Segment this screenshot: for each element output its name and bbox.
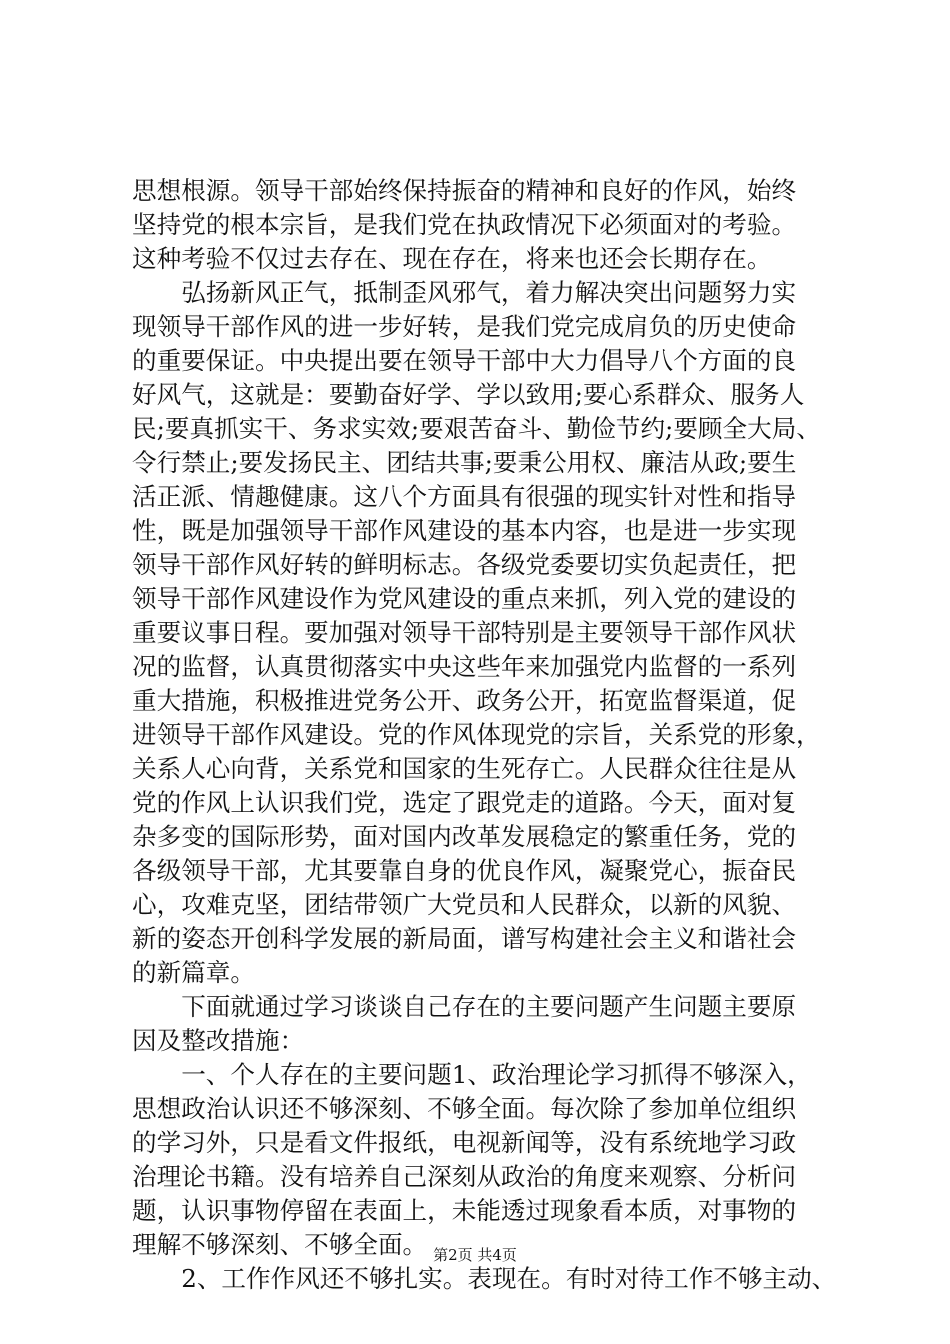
text-line: 好风气，这就是：要勤奋好学、学以致用;要心系群众、服务人 xyxy=(132,380,805,409)
text-line: 题，认识事物停留在表面上，未能透过现象看本质，对事物的 xyxy=(132,1196,797,1225)
text-line: 现领导干部作风的进一步好转，是我们党完成肩负的历史使命 xyxy=(132,312,797,341)
text-line: 心，攻难克坚，团结带领广大党员和人民群众，以新的风貌、 xyxy=(132,890,797,919)
text-line: 治理论书籍。没有培养自己深刻从政治的角度来观察、分析问 xyxy=(132,1162,797,1191)
text-line: 重要议事日程。要加强对领导干部特别是主要领导干部作风状 xyxy=(132,618,797,647)
text-line: 思想根源。领导干部始终保持振奋的精神和良好的作风，始终 xyxy=(132,176,797,205)
text-line: 因及整改措施： xyxy=(132,1026,305,1055)
text-line: 活正派、情趣健康。这八个方面具有很强的现实针对性和指导 xyxy=(132,482,797,511)
text-line: 下面就通过学习谈谈自己存在的主要问题产生问题主要原 xyxy=(132,992,797,1021)
text-line: 的重要保证。中央提出要在领导干部中大力倡导八个方面的良 xyxy=(132,346,797,375)
text-line: 坚持党的根本宗旨，是我们党在执政情况下必须面对的考验。 xyxy=(132,210,797,239)
text-line: 各级领导干部，尤其要靠自身的优良作风，凝聚党心，振奋民 xyxy=(132,856,797,885)
page-footer xyxy=(0,1245,950,1265)
text-line: 理解不够深刻、不够全面。 xyxy=(132,1230,428,1259)
text-line: 2、工作作风还不够扎实。表现在。有时对待工作不够主动、 xyxy=(132,1264,837,1293)
text-line: 的新篇章。 xyxy=(132,958,255,987)
text-line: 新的姿态开创科学发展的新局面，谱写构建社会主义和谐社会 xyxy=(132,924,797,953)
text-line: 令行禁止;要发扬民主、团结共事;要秉公用权、廉洁从政;要生 xyxy=(132,448,797,477)
text-line: 重大措施，积极推进党务公开、政务公开，拓宽监督渠道，促 xyxy=(132,686,797,715)
text-line: 民;要真抓实干、务求实效;要艰苦奋斗、勤俭节约;要顾全大局、 xyxy=(132,414,821,443)
text-line: 领导干部作风建设作为党风建设的重点来抓，列入党的建设的 xyxy=(132,584,797,613)
text-line: 进领导干部作风建设。党的作风体现党的宗旨，关系党的形象， xyxy=(132,720,821,749)
text-line: 况的监督，认真贯彻落实中央这些年来加强党内监督的一系列 xyxy=(132,652,797,681)
body-text xyxy=(132,174,852,1296)
text-line: 弘扬新风正气，抵制歪风邪气，着力解决突出问题努力实 xyxy=(132,278,797,307)
text-line: 这种考验不仅过去存在、现在存在，将来也还会长期存在。 xyxy=(132,244,772,273)
text-line: 领导干部作风好转的鲜明标志。各级党委要切实负起责任，把 xyxy=(132,550,797,579)
text-line: 党的作风上认识我们党，选定了跟党走的道路。今天，面对复 xyxy=(132,788,797,817)
text-line: 思想政治认识还不够深刻、不够全面。每次除了参加单位组织 xyxy=(132,1094,797,1123)
page-number: 第2页 共4页 xyxy=(433,1246,517,1264)
text-line: 一、个人存在的主要问题1、政治理论学习抓得不够深入， xyxy=(132,1060,812,1089)
text-line: 关系人心向背，关系党和国家的生死存亡。人民群众往往是从 xyxy=(132,754,797,783)
text-line: 性，既是加强领导干部作风建设的基本内容，也是进一步实现 xyxy=(132,516,797,545)
text-line: 的学习外，只是看文件报纸，电视新闻等，没有系统地学习政 xyxy=(132,1128,797,1157)
text-line: 杂多变的国际形势，面对国内改革发展稳定的繁重任务，党的 xyxy=(132,822,797,851)
